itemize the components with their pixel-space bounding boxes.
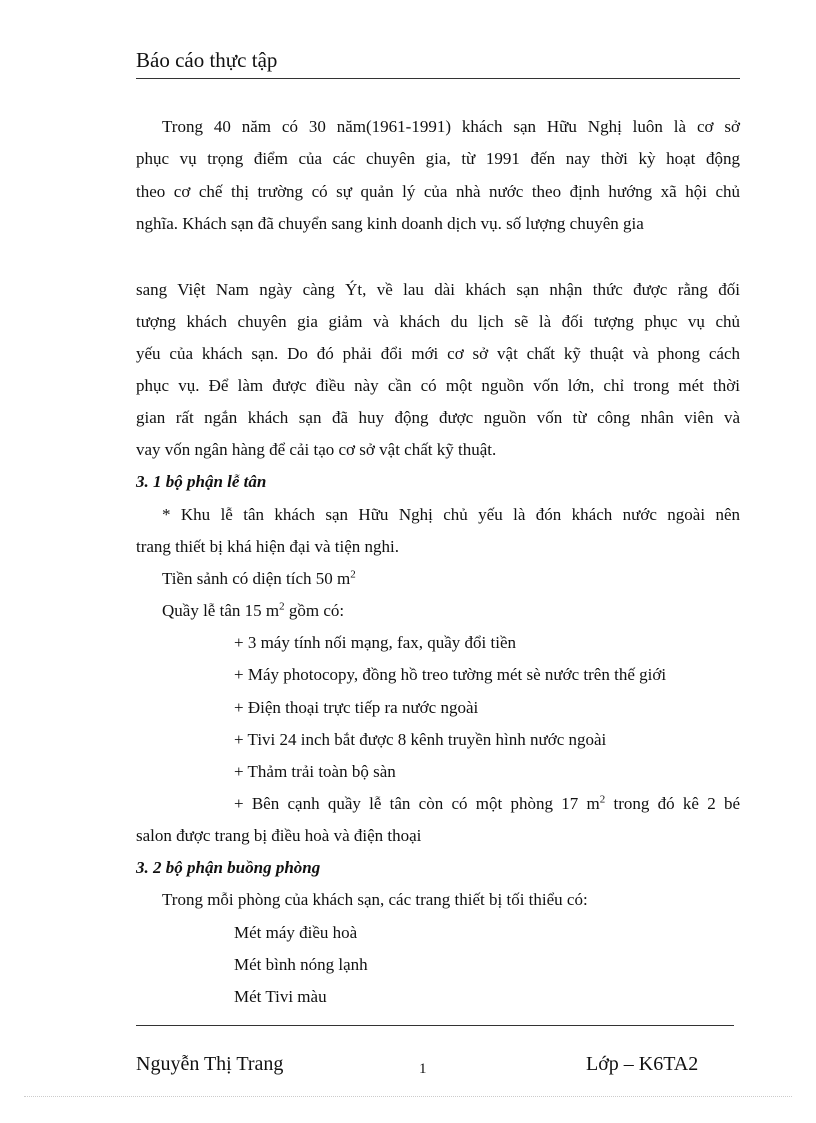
list-item: + Điện thoại trực tiếp ra nước ngoài bbox=[234, 698, 479, 717]
list-item: Mét Tivi màu bbox=[234, 987, 327, 1006]
paragraph-line: nghĩa. Khách sạn đã chuyển sang kinh doanh dịch vụ. số lượng chuyên gia bbox=[136, 214, 644, 233]
page-boundary bbox=[24, 1096, 792, 1097]
header-divider bbox=[136, 78, 740, 79]
paragraph-line: trang thiết bị khá hiện đại và tiện nghi. bbox=[136, 537, 399, 556]
paragraph-line: phục vụ trọng điểm của các chuyên gia, từ 1991 đến nay thời kỳ hoạt động bbox=[136, 149, 740, 168]
list-item: + Máy photocopy, đồng hồ treo tường mét sè nước trên thế giới bbox=[234, 665, 667, 684]
list-item: + 3 máy tính nối mạng, fax, quầy đổi tiền bbox=[234, 633, 517, 652]
page-number: 1 bbox=[419, 1061, 427, 1077]
paragraph-line: vay vốn ngân hàng để cải tạo cơ sở vật chất kỹ thuật. bbox=[136, 440, 497, 459]
footer-author: Nguyễn Thị Trang bbox=[136, 1053, 284, 1075]
footer-divider bbox=[136, 1025, 734, 1026]
footer-class: Lớp – K6TA2 bbox=[586, 1053, 699, 1075]
paragraph-line: Trong mỗi phòng của khách sạn, các trang thiết bị tối thiểu có: bbox=[162, 890, 588, 909]
list-item: + Thảm trải toàn bộ sàn bbox=[234, 762, 396, 781]
paragraph-line: phục vụ. Để làm được điều này cần có một nguồn vốn lớn, chỉ trong mét thời bbox=[136, 376, 740, 395]
paragraph-line: * Khu lễ tân khách sạn Hữu Nghị chủ yếu là đón khách nước ngoài nên bbox=[162, 505, 740, 524]
list-item: Mét bình nóng lạnh bbox=[234, 955, 368, 974]
list-item: + Tivi 24 inch bắt được 8 kênh truyền hình nước ngoài bbox=[234, 730, 607, 749]
reception-desk-line: Quầy lễ tân 15 $m^2$ gồm có: bbox=[162, 600, 345, 620]
list-item-continuation: salon được trang bị điều hoà và điện thoại bbox=[136, 826, 422, 845]
section-heading: 3. 1 bộ phận lễ tân bbox=[136, 472, 267, 491]
list-item: + Bên cạnh quầy lễ tân còn có một phòng 17 $m^2$ trong đó kê 2 bé bbox=[234, 793, 740, 813]
paragraph-line: gian rất ngắn khách sạn đã huy động được nguồn vốn từ công nhân viên và bbox=[136, 408, 740, 427]
paragraph-line: yếu của khách sạn. Do đó phải đổi mới cơ sở vật chất kỹ thuật và phong cách bbox=[136, 344, 740, 363]
section-heading: 3. 2 bộ phận buồng phòng bbox=[136, 858, 321, 877]
lobby-area-line: Tiền sảnh có diện tích 50 $m^2$ bbox=[162, 568, 356, 588]
paragraph-line: sang Việt Nam ngày càng Ýt, về lau dài khách sạn nhận thức được rằng đối bbox=[136, 280, 740, 299]
header-title: Báo cáo thực tập bbox=[136, 48, 278, 72]
list-item: Mét máy điều hoà bbox=[234, 923, 358, 942]
paragraph-line: Trong 40 năm có 30 năm(1961-1991) khách sạn Hữu Nghị luôn là cơ sở bbox=[162, 117, 740, 136]
paragraph-line: tượng khách chuyên gia giảm và khách du lịch sẽ là đối tượng phục vụ chủ bbox=[136, 312, 740, 331]
paragraph-line: theo cơ chế thị trường có sự quản lý của nhà nước theo định hướng xã hội chủ bbox=[136, 182, 740, 201]
